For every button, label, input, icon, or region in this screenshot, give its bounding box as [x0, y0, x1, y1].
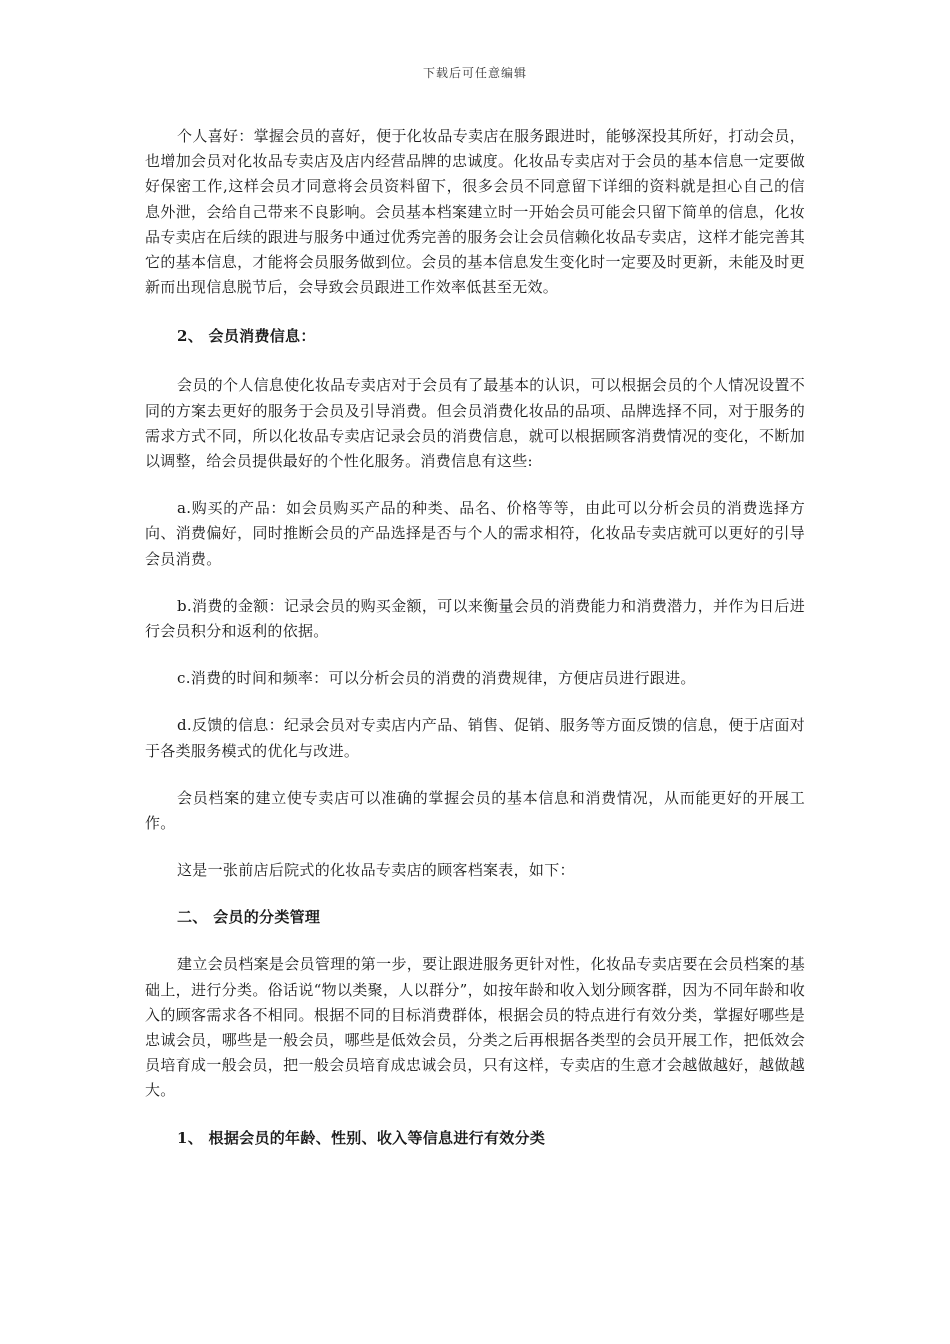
page-header-note: 下载后可任意编辑 [422, 66, 527, 80]
heading-member-consumption-info: 2、 会员消费信息： [177, 327, 316, 346]
paragraph-consumption-intro: 会员的个人信息使化妆品专卖店对于会员有了最基本的认识，可以根据会员的个人情况设置不同的方案去更好的服务于会员及引导消费。但会员消费化妆品的品项、品牌选择不同，对于服务的需求方式不同，所以化妆品专卖店记录会员的消费信息，就可以根据顾客消费情况的变化，不断加以调整，给会员提供最好的个性化服务。消费信息有这些: [145, 376, 805, 471]
paragraph-archive-summary: 会员档案的建立使专卖店可以准确的掌握会员的基本信息和消费情况，从而能更好的开展工作。 [145, 788, 805, 833]
paragraph-classification: 建立会员档案是会员管理的第一步，要让跟进服务更针对性，化妆品专卖店要在会员档案的基础上，进行分类。俗话说“物以类聚，人以群分”，如按年龄和收入划分顾客群，因为不同年龄和收入的顾客需求各不相同。根据不同的目标消费群体，根据会员的特点进行有效分类，掌握好哪些是忠诚会员，哪些是一般会员，哪些是低效会员，分类之后再根据各类型的会员开展工作，把低效会员培育成一般会员，把一般会员培育成忠诚会员，只有这样，专卖店的生意才会越做越好，越做越大。 [145, 955, 805, 1100]
paragraph-archive-table-intro: 这是一张前店后院式的化妆品专卖店的顾客档案表，如下： [177, 861, 575, 880]
heading-classify-by-demographics: 1、 根据会员的年龄、性别、收入等信息进行有效分类 [177, 1128, 546, 1147]
paragraph-item-c: c.消费的时间和频率：可以分析会员的消费的消费规律，方便店员进行跟进。 [177, 669, 696, 688]
paragraph-personal-preferences: 个人喜好：掌握会员的喜好，便于化妆品专卖店在服务跟进时，能够深投其所好，打动会员，也增加会员对化妆品专卖店及店内经营品牌的忠诚度。化妆品专卖店对于会员的基本信息一定要做好保密工作,这样会员才同意将会员资料留下，很多会员不同意留下详细的资料就是担心自己的信息外泄，会给自己带来不良影响。会员基本档案建立时一开始会员可能会只留下简单的信息，化妆品专卖店在后续的跟进与服务中通过优秀完善的服务会让会员信赖化妆品专卖店，这样才能完善其它的基本信息，才能将会员服务做到位。会员的基本信息发生变化时一定要及时更新，未能及时更新而出现信息脱节后，会导致会员跟进工作效率低甚至无效。 [145, 127, 805, 297]
document-body [145, 124, 805, 1151]
heading-member-classification: 二、 会员的分类管理 [177, 908, 321, 927]
paragraph-item-b: b.消费的金额：记录会员的购买金额，可以来衡量会员的消费能力和消费潜力，并作为日后进行会员积分和返利的依据。 [145, 596, 805, 641]
paragraph-item-d: d.反馈的信息：纪录会员对专卖店内产品、销售、促销、服务等方面反馈的信息，便于店面对于各类服务模式的优化与改进。 [145, 716, 805, 760]
paragraph-item-a: a.购买的产品：如会员购买产品的种类、品名、价格等等，由此可以分析会员的消费选择方向、消费偏好，同时推断会员的产品选择是否与个人的需求相符，化妆品专卖店就可以更好的引导会员消费。 [145, 499, 805, 568]
